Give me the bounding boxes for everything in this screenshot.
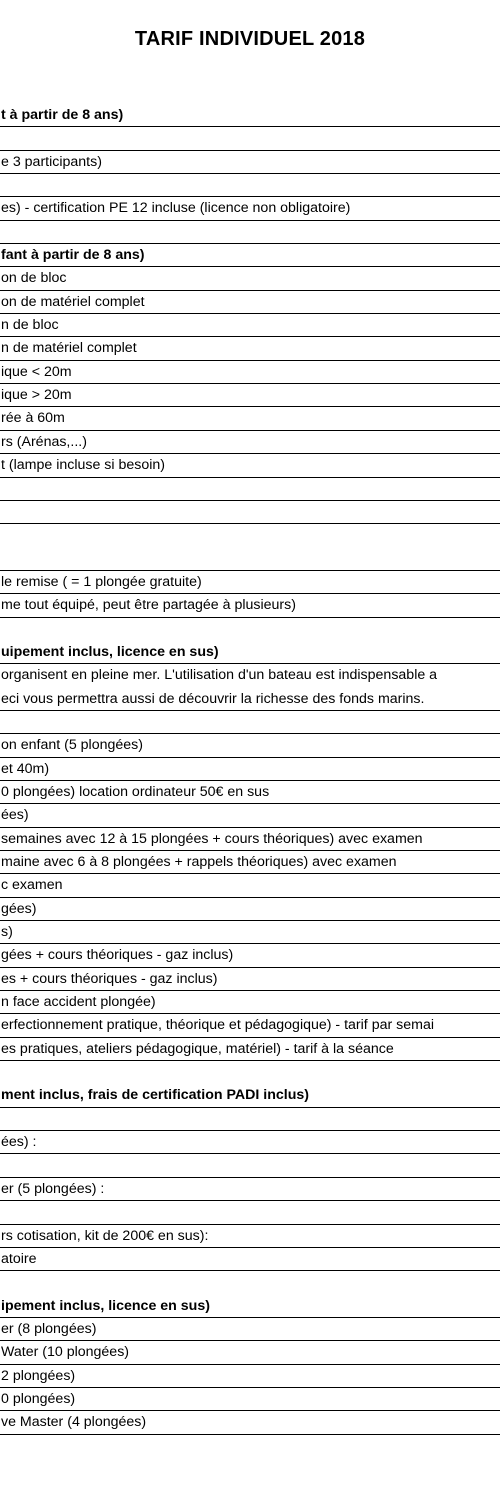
table-row: ées) : [0, 1131, 500, 1154]
table-row-empty [0, 711, 500, 734]
table-row: maine avec 6 à 8 plongées + rappels théoriques) avec examen [0, 851, 500, 874]
table-row: rs cotisation, kit de 200€ en sus): [0, 1225, 500, 1248]
table-row: ipement inclus, licence en sus) [0, 1295, 500, 1318]
table-row: erfectionnement pratique, théorique et pédagogique) - tarif par semai [0, 1014, 500, 1037]
table-row: rs (Arénas,...) [0, 431, 500, 454]
table-row: s) [0, 921, 500, 944]
table-row: es) - certification PE 12 incluse (licence non obligatoire) [0, 197, 500, 220]
table-row-empty [0, 501, 500, 524]
table-row: gées + cours théoriques - gaz inclus) [0, 944, 500, 967]
price-table [0, 104, 500, 1435]
table-row: on de matériel complet [0, 291, 500, 314]
table-row: t à partir de 8 ans) [0, 104, 500, 127]
table-row: uipement inclus, licence en sus) [0, 641, 500, 664]
table-row: fant à partir de 8 ans) [0, 244, 500, 267]
table-row: le remise ( = 1 plongée gratuite) [0, 571, 500, 594]
table-row: ment inclus, frais de certification PADI inclus) [0, 1084, 500, 1107]
table-row: semaines avec 12 à 15 plongées + cours théoriques) avec examen [0, 828, 500, 851]
table-row: n face accident plongée) [0, 991, 500, 1014]
table-row: Water (10 plongées) [0, 1341, 500, 1364]
table-row: gées) [0, 898, 500, 921]
table-row: eci vous permettra aussi de découvrir la richesse des fonds marins. [0, 688, 500, 711]
page-title: TARIF INDIVIDUEL 2018 [134, 28, 366, 50]
table-row: ique > 20m [0, 384, 500, 407]
table-row-empty [0, 524, 500, 547]
table-row: ées) [0, 804, 500, 827]
table-row: ve Master (4 plongées) [0, 1411, 500, 1434]
table-row: et 40m) [0, 758, 500, 781]
table-row: ique < 20m [0, 361, 500, 384]
table-row: on de bloc [0, 267, 500, 290]
table-row-empty [0, 127, 500, 150]
table-row: me tout équipé, peut être partagée à plusieurs) [0, 594, 500, 617]
table-row-empty [0, 1154, 500, 1177]
table-row: on enfant (5 plongées) [0, 734, 500, 757]
table-row-empty [0, 478, 500, 501]
table-row-empty [0, 618, 500, 641]
table-row: organisent en pleine mer. L'utilisation d'un bateau est indispensable a [1, 667, 438, 684]
table-row-empty [0, 1201, 500, 1224]
table-row-empty [0, 174, 500, 197]
table-row: e 3 participants) [0, 151, 500, 174]
table-row: 0 plongées) [0, 1388, 500, 1411]
table-row: 0 plongées) location ordinateur 50€ en sus [0, 781, 500, 804]
table-row: er (5 plongées) : [0, 1178, 500, 1201]
table-row-empty [0, 221, 500, 244]
table-row-empty [0, 1061, 500, 1084]
table-row: t (lampe incluse si besoin) [0, 454, 500, 477]
table-row: atoire [0, 1248, 500, 1271]
table-row: 2 plongées) [0, 1365, 500, 1388]
table-row: rée à 60m [0, 407, 500, 430]
table-row: es + cours théoriques - gaz inclus) [0, 968, 500, 991]
table-row-empty [0, 548, 500, 571]
table-row-empty [0, 1271, 500, 1294]
table-row: es pratiques, ateliers pédagogique, matériel) - tarif à la séance [0, 1038, 500, 1061]
table-row: n de matériel complet [0, 337, 500, 360]
table-row: n de bloc [0, 314, 500, 337]
table-row: c examen [0, 874, 500, 897]
table-row: er (8 plongées) [0, 1318, 500, 1341]
table-row-empty [0, 1108, 500, 1131]
